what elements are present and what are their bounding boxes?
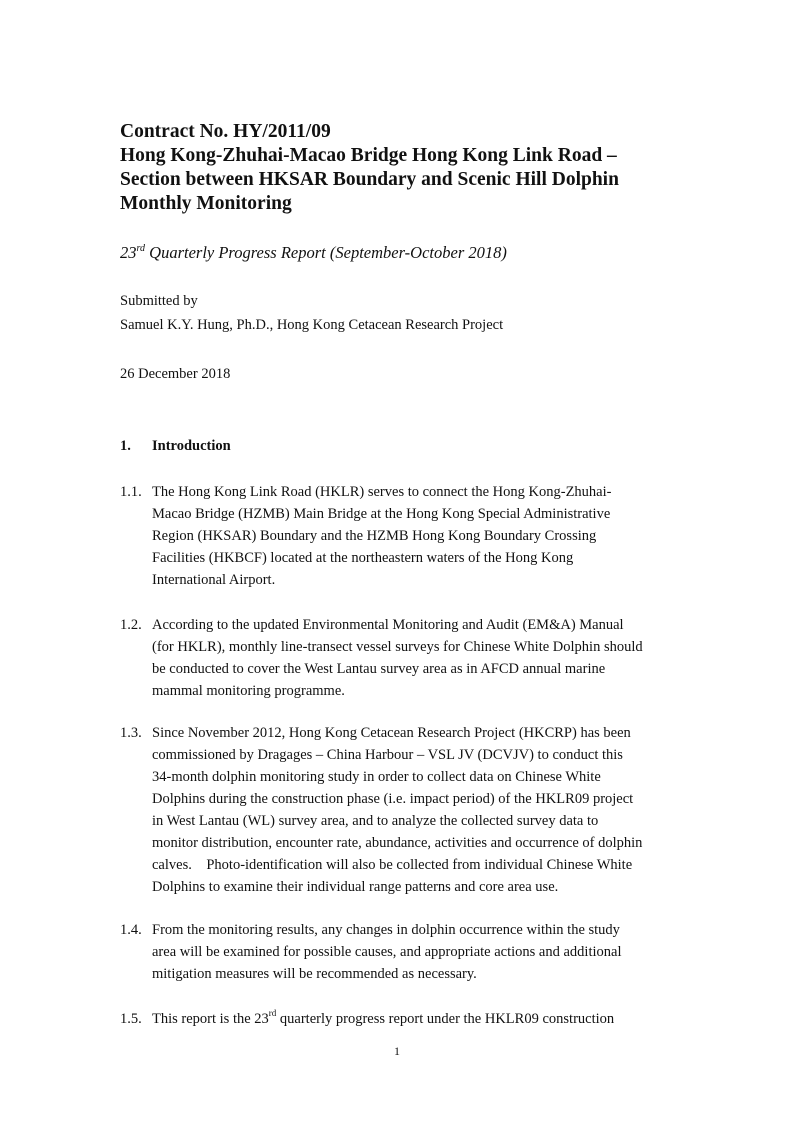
paragraph-1-4 [120, 919, 720, 985]
subtitle-text: Quarterly Progress Report (September-October 2018) [145, 243, 507, 262]
paragraph-number: 1.4. [120, 922, 142, 938]
paragraph-line: area will be examined for possible causes, and appropriate actions and additional [152, 944, 622, 960]
page-number: 1 [394, 1044, 400, 1058]
paragraph-line: From the monitoring results, any changes in dolphin occurrence within the study [152, 922, 620, 938]
paragraph-line: Dolphins to examine their individual range patterns and core area use. [152, 879, 559, 895]
author-line: Samuel K.Y. Hung, Ph.D., Hong Kong Cetacean Research Project [120, 317, 504, 333]
paragraph-line: in West Lantau (WL) survey area, and to analyze the collected survey data to [152, 813, 599, 829]
report-subtitle [120, 242, 507, 264]
section-title: Introduction [152, 438, 231, 454]
paragraph-line: Macao Bridge (HZMB) Main Bridge at the Hong Kong Special Administrative [152, 506, 611, 522]
paragraph-number: 1.2. [120, 617, 142, 633]
line-text: This report is the 23 [152, 1011, 269, 1027]
paragraph-line: monitor distribution, encounter rate, abundance, activities and occurrence of dolphin [152, 835, 643, 851]
report-title [120, 120, 720, 216]
paragraph-line: Since November 2012, Hong Kong Cetacean Research Project (HKCRP) has been [152, 725, 631, 741]
paragraph-line: Region (HKSAR) Boundary and the HZMB Hong Kong Boundary Crossing [152, 528, 597, 544]
paragraph-line: mitigation measures will be recommended as necessary. [152, 966, 477, 982]
paragraph-line: mammal monitoring programme. [152, 683, 345, 699]
paragraph-1-5 [120, 1008, 720, 1030]
paragraph-line [152, 1008, 720, 1030]
paragraph-line: Dolphins during the construction phase (i.e. impact period) of the HKLR09 project [152, 791, 634, 807]
paragraph-1-1 [120, 481, 720, 591]
paragraph-number: 1.5. [120, 1011, 142, 1027]
title-line: Section between HKSAR Boundary and Scenic Hill Dolphin [120, 169, 619, 190]
report-date: 26 December 2018 [120, 366, 231, 382]
paragraph-line: calves. Photo-identification will also be collected from individual Chinese White [152, 857, 633, 873]
paragraph-1-3 [120, 722, 720, 898]
subtitle-ordinal-suffix: rd [136, 242, 146, 254]
line-text: quarterly progress report under the HKLR09 construction [276, 1011, 615, 1027]
paragraph-line: International Airport. [152, 572, 276, 588]
paragraph-line: be conducted to cover the West Lantau survey area as in AFCD annual marine [152, 661, 606, 677]
submitted-by-label: Submitted by [120, 293, 198, 309]
paragraph-line: According to the updated Environmental Monitoring and Audit (EM&A) Manual [152, 617, 624, 633]
paragraph-line: (for HKLR), monthly line-transect vessel surveys for Chinese White Dolphin should [152, 639, 643, 655]
subtitle-number: 23 [120, 243, 137, 262]
title-line: Contract No. HY/2011/09 [120, 121, 331, 142]
paragraph-line: 34-month dolphin monitoring study in order to collect data on Chinese White [152, 769, 601, 785]
paragraph-number: 1.3. [120, 725, 142, 741]
section-heading [120, 436, 231, 456]
paragraph-number: 1.1. [120, 484, 142, 500]
paragraph-line: commissioned by Dragages – China Harbour – VSL JV (DCVJV) to conduct this [152, 747, 623, 763]
title-line: Hong Kong-Zhuhai-Macao Bridge Hong Kong Link Road – [120, 145, 617, 166]
title-line: Monthly Monitoring [120, 193, 292, 214]
ordinal-suffix: rd [268, 1008, 277, 1019]
paragraph-line: The Hong Kong Link Road (HKLR) serves to connect the Hong Kong-Zhuhai- [152, 484, 612, 500]
section-number: 1. [120, 438, 131, 454]
paragraph-1-2 [120, 614, 720, 702]
paragraph-line: Facilities (HKBCF) located at the northeastern waters of the Hong Kong [152, 550, 574, 566]
